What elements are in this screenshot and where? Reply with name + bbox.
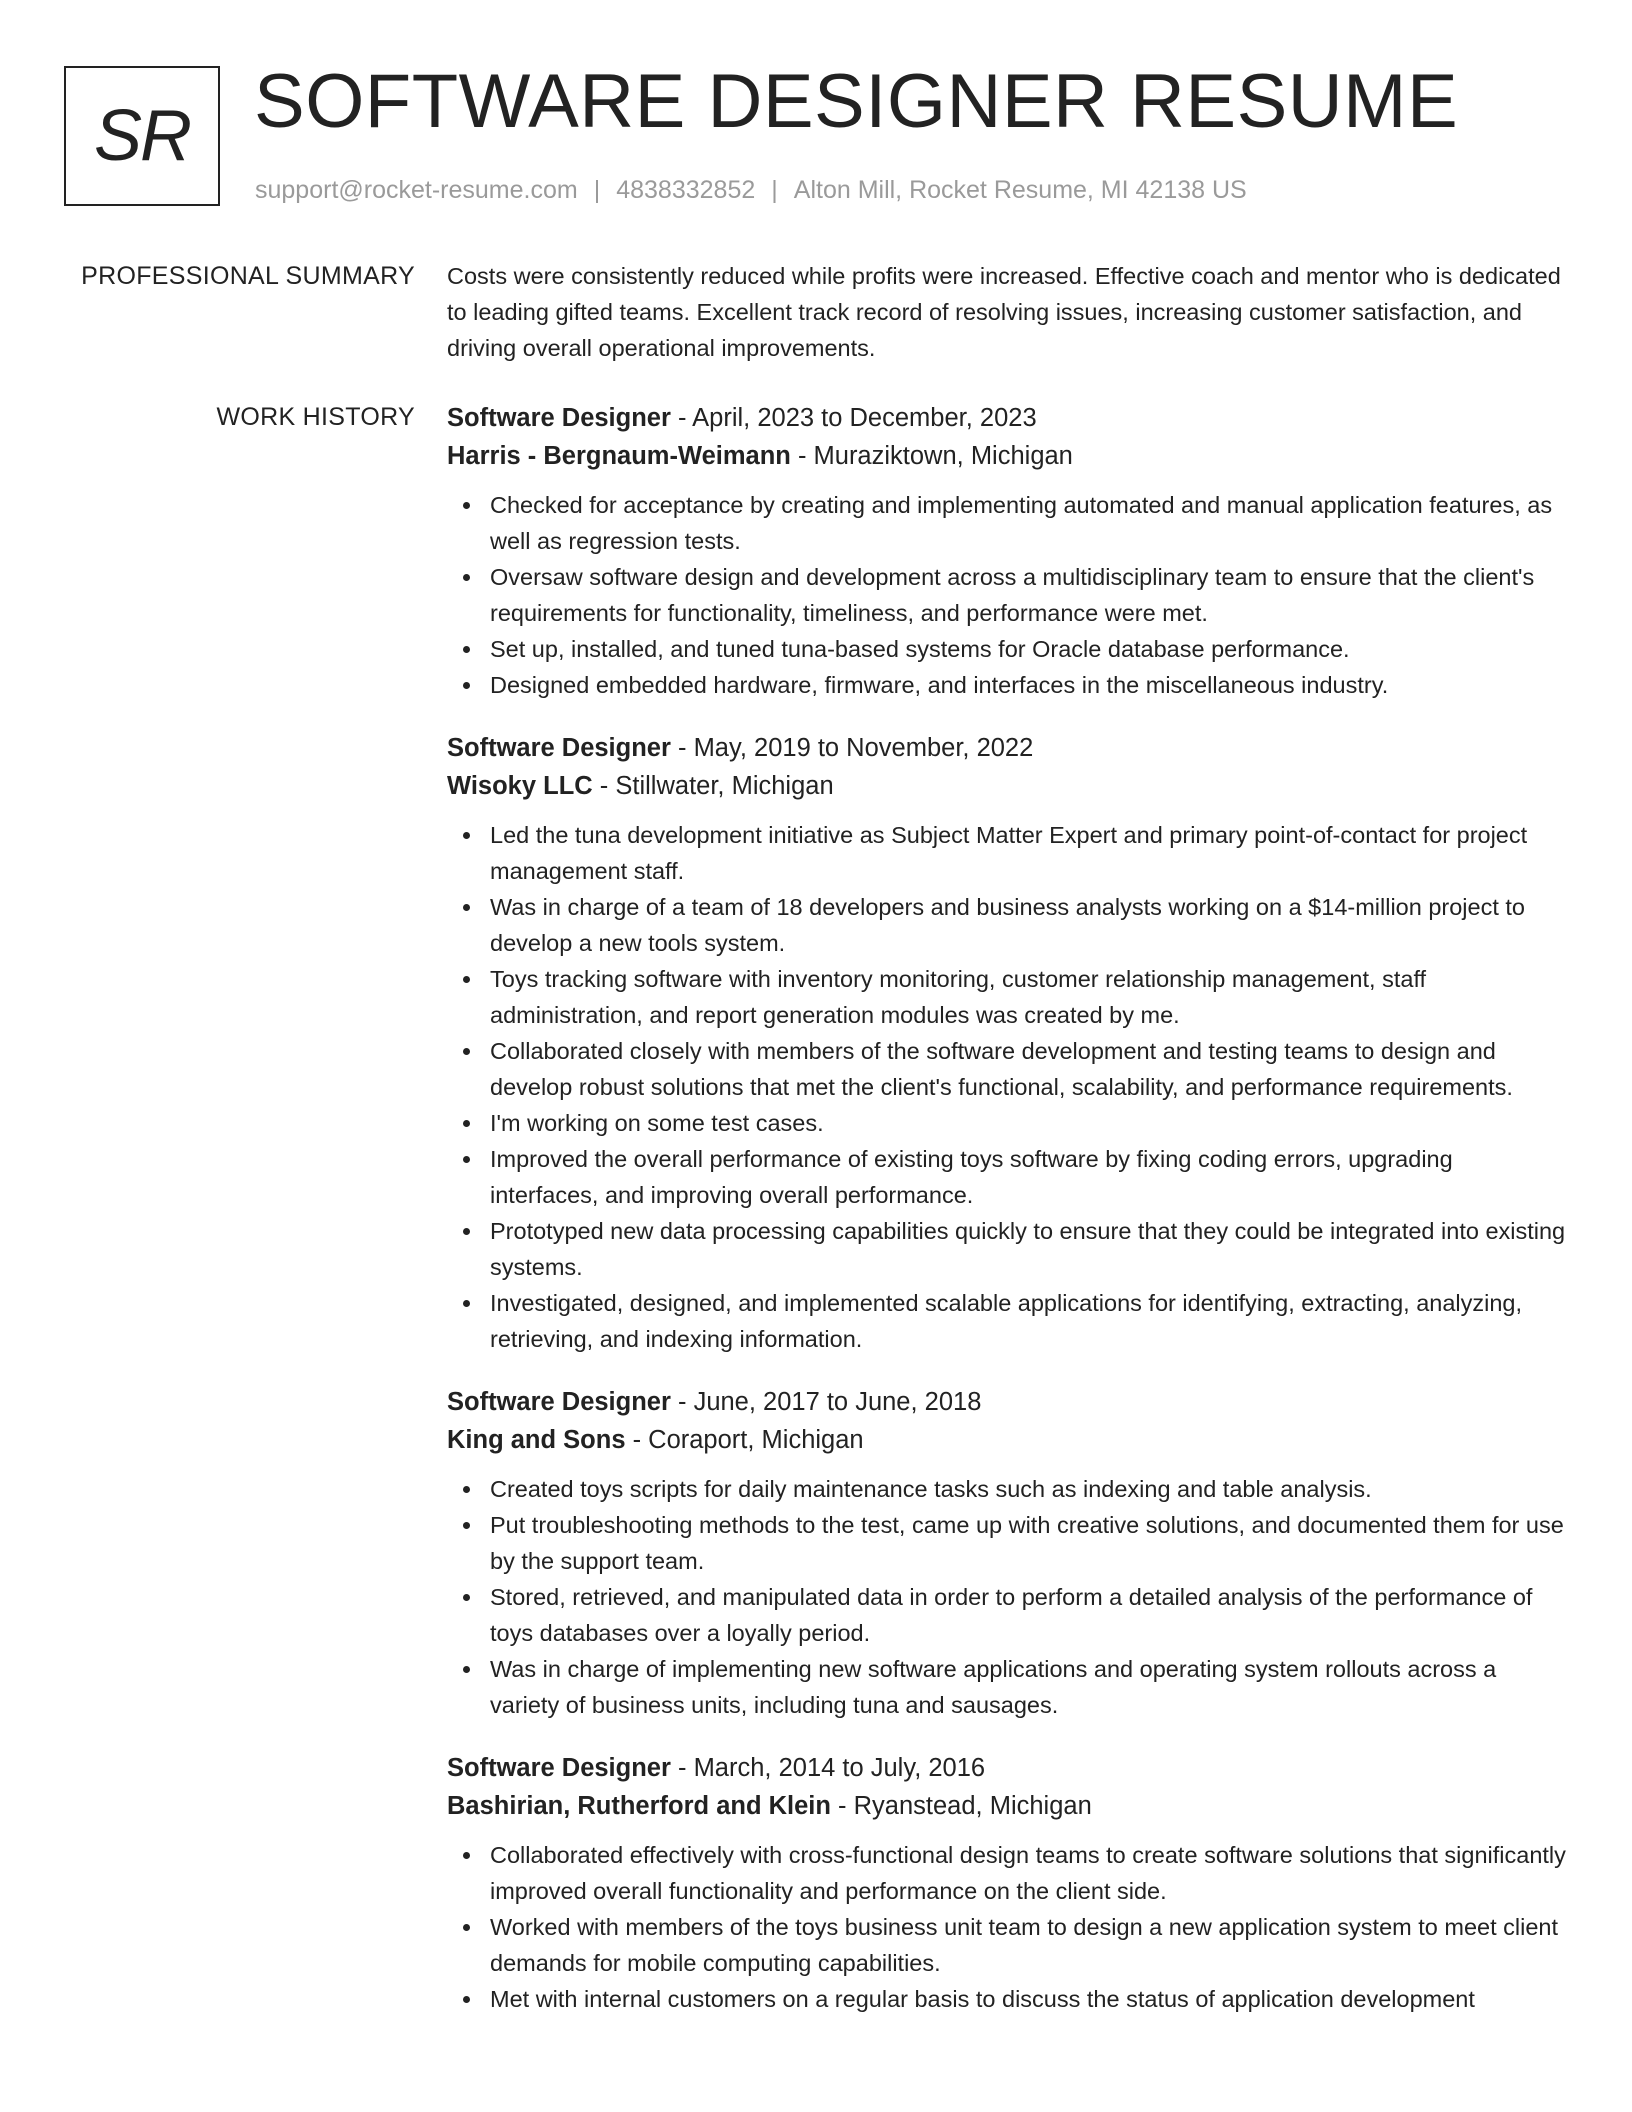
job-title: Software Designer (447, 404, 671, 432)
job-title-line (447, 1383, 1567, 1421)
contact-separator: | (771, 176, 778, 204)
job-dates: - April, 2023 to December, 2023 (670, 404, 1037, 432)
job-bullet: Designed embedded hardware, firmware, and interfaces in the miscellaneous industry. (490, 667, 1567, 703)
job-title: Software Designer (447, 1754, 671, 1782)
contact-email: support@rocket-resume.com (255, 176, 578, 204)
contact-address: Alton Mill, Rocket Resume, MI 42138 US (793, 176, 1247, 204)
contact-phone: 4838332852 (616, 176, 756, 204)
job-bullet: Stored, retrieved, and manipulated data in order to perform a detailed analysis of the performance of toys databases over a loyally period. (490, 1579, 1567, 1651)
job-entry (447, 729, 1567, 1357)
job-company-line (447, 437, 1567, 475)
job-bullet: Toys tracking software with inventory monitoring, customer relationship management, staff administration, and report generation modules was created by me. (490, 961, 1567, 1033)
job-bullet: Investigated, designed, and implemented scalable applications for identifying, extracting, analyzing, retrieving, and indexing information. (490, 1285, 1567, 1357)
job-dates: - June, 2017 to June, 2018 (670, 1388, 982, 1416)
job-title-line (447, 399, 1567, 437)
job-bullets (447, 1837, 1567, 2017)
contact-line (255, 175, 1247, 205)
job-bullet: Worked with members of the toys business unit team to design a new application system to meet client demands for mobile computing capabilities. (490, 1909, 1567, 1981)
job-bullet: Collaborated effectively with cross-functional design teams to create software solutions that significantly improved overall functionality and performance on the client side. (490, 1837, 1567, 1909)
job-title-line (447, 729, 1567, 767)
job-bullet: Was in charge of implementing new software applications and operating system rollouts across a variety of business units, including tuna and sausages. (490, 1651, 1567, 1723)
job-bullet: I'm working on some test cases. (490, 1105, 1567, 1141)
job-company-line (447, 1787, 1567, 1825)
job-bullet: Led the tuna development initiative as Subject Matter Expert and primary point-of-contact for project management staff. (490, 817, 1567, 889)
job-location: - Muraziktown, Michigan (790, 442, 1073, 470)
work-history-body (447, 399, 1567, 2043)
job-bullet: Was in charge of a team of 18 developers and business analysts working on a $14-million project to develop a new tools system. (490, 889, 1567, 961)
job-bullet: Oversaw software design and development across a multidisciplinary team to ensure that the client's requirements for functionality, timeliness, and performance were met. (490, 559, 1567, 631)
resume-title: SOFTWARE DESIGNER RESUME (254, 59, 1459, 144)
contact-separator: | (593, 176, 601, 204)
work-history-label: WORK HISTORY (216, 403, 415, 431)
job-bullets (447, 487, 1567, 703)
summary-body (447, 258, 1567, 366)
summary-label: PROFESSIONAL SUMMARY (81, 262, 415, 290)
job-bullet: Put troubleshooting methods to the test, came up with creative solutions, and documented them for use by the support team. (490, 1507, 1567, 1579)
job-entry (447, 1383, 1567, 1723)
job-title: Software Designer (447, 734, 671, 762)
job-location: - Ryanstead, Michigan (830, 1792, 1092, 1820)
job-location: - Coraport, Michigan (625, 1426, 864, 1454)
job-company-line (447, 767, 1567, 805)
job-company: King and Sons (447, 1426, 626, 1454)
job-bullet: Collaborated closely with members of the software development and testing teams to design and develop robust solutions that met the client's functional, scalability, and performance requirements. (490, 1033, 1567, 1105)
job-company: Harris - Bergnaum-Weimann (447, 442, 791, 470)
job-company-line (447, 1421, 1567, 1459)
job-location: - Stillwater, Michigan (592, 772, 834, 800)
initials-monogram (64, 66, 220, 206)
job-dates: - May, 2019 to November, 2022 (670, 734, 1034, 762)
initials-text: SR (93, 96, 191, 176)
job-bullet: Checked for acceptance by creating and implementing automated and manual application features, as well as regression tests. (490, 487, 1567, 559)
job-title: Software Designer (447, 1388, 671, 1416)
job-entry (447, 399, 1567, 703)
job-bullets (447, 1471, 1567, 1723)
job-entry (447, 1749, 1567, 2017)
job-company: Bashirian, Rutherford and Klein (447, 1792, 831, 1820)
job-bullet: Created toys scripts for daily maintenance tasks such as indexing and table analysis. (490, 1471, 1567, 1507)
job-bullets (447, 817, 1567, 1357)
job-bullet: Met with internal customers on a regular basis to discuss the status of application development (490, 1981, 1567, 2017)
job-bullet: Prototyped new data processing capabilities quickly to ensure that they could be integrated into existing systems. (490, 1213, 1567, 1285)
job-dates: - March, 2014 to July, 2016 (670, 1754, 986, 1782)
job-title-line (447, 1749, 1567, 1787)
job-bullet: Improved the overall performance of existing toys software by fixing coding errors, upgrading interfaces, and improving overall performance. (490, 1141, 1567, 1213)
summary-text: Costs were consistently reduced while profits were increased. Effective coach and mentor who is dedicated to leading gifted teams. Excellent track record of resolving issues, increasing customer satisfaction, and driving overall operational improvements. (447, 263, 1561, 361)
job-bullet: Set up, installed, and tuned tuna-based systems for Oracle database performance. (490, 631, 1567, 667)
job-company: Wisoky LLC (447, 772, 593, 800)
